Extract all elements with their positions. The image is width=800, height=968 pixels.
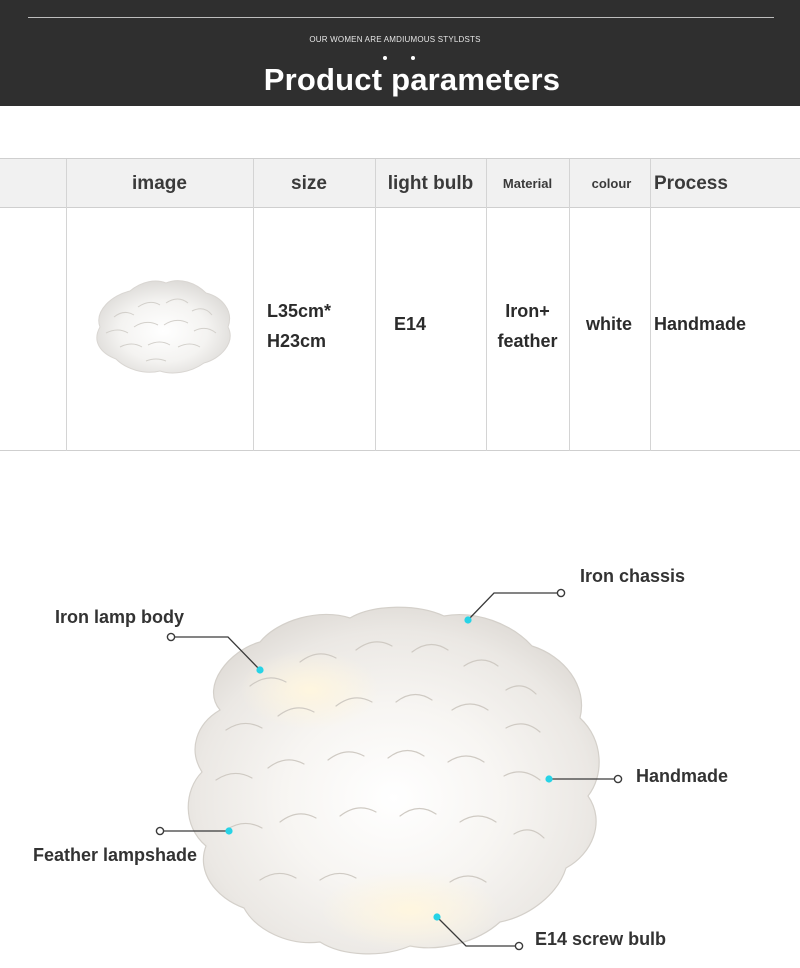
page-title: Product parameters <box>263 62 561 97</box>
callout-e14-screw-bulb: E14 screw bulb <box>535 929 667 949</box>
dot-decoration <box>411 56 415 60</box>
dot-decoration <box>383 56 387 60</box>
banner-tagline: OUR WOMEN ARE AMDIUMOUS STYLDSTS <box>309 35 481 44</box>
callout-iron-lamp-body: Iron lamp body <box>55 607 185 627</box>
callout-iron-chassis: Iron chassis <box>580 566 686 586</box>
cell-material <box>486 296 569 356</box>
size-height: H23cm <box>267 331 327 351</box>
banner-divider <box>28 17 774 18</box>
cell-light-bulb: E14 <box>393 314 427 334</box>
header-size: size <box>291 173 327 194</box>
product-parameters-table <box>0 158 800 451</box>
cell-process: Handmade <box>654 314 747 334</box>
header-image: image <box>132 173 187 194</box>
lamp-thumbnail <box>86 271 238 381</box>
material-line-1: Iron+ <box>505 301 550 321</box>
feather-lamp-photo <box>160 590 630 968</box>
cell-colour: white <box>585 314 632 334</box>
material-line-2: feather <box>497 331 558 351</box>
header-colour: colour <box>591 176 632 191</box>
size-length: L35cm* <box>267 301 332 321</box>
header-banner <box>0 0 800 106</box>
header-material: Material <box>502 176 553 191</box>
callout-handmade: Handmade <box>636 766 729 786</box>
header-process: Process <box>654 173 728 194</box>
cell-size <box>253 296 373 356</box>
callout-feather-lampshade: Feather lampshade <box>33 845 198 865</box>
header-light-bulb: light bulb <box>387 173 474 194</box>
